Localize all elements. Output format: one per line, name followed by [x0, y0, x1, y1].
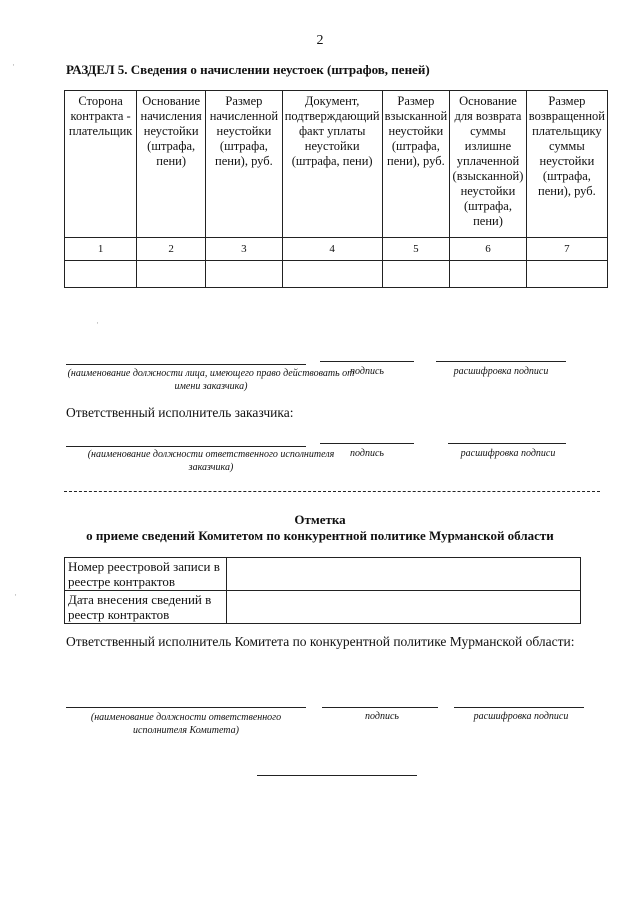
column-number: 7 — [526, 238, 607, 261]
position-line — [66, 446, 306, 447]
closing-line — [257, 775, 417, 776]
section-title: РАЗДЕЛ 5. Сведения о начислении неустоек (штрафов, пеней) — [66, 62, 430, 77]
column-number: 4 — [282, 238, 382, 261]
column-number: 2 — [137, 238, 206, 261]
registry-label: Дата внесения сведений в реестр контрактов — [65, 591, 227, 624]
position-caption: (наименование должности ответственного исполнителя Комитета) — [90, 712, 282, 736]
column-number-row — [65, 238, 608, 261]
table-header-row — [65, 91, 608, 238]
registry-label: Номер реестровой записи в реестре контрактов — [65, 558, 227, 591]
decoding-caption: расшифровка подписи — [473, 711, 569, 722]
decoding-line — [448, 443, 566, 444]
margin-mark: · — [14, 590, 17, 600]
signature-caption: подпись — [365, 711, 399, 722]
header-cell: Размер возвращенной плательщику суммы неустойки (штрафа, пени), руб. — [526, 91, 607, 238]
table-cell[interactable] — [526, 261, 607, 288]
committee-executor-label: Ответственный исполнитель Комитета по конкурентной политике Мурманской области: — [66, 634, 575, 649]
header-cell: Размер взысканной неустойки (штрафа, пени), руб. — [382, 91, 450, 238]
header-cell: Размер начисленной неустойки (штрафа, пени), руб. — [206, 91, 283, 238]
column-number: 3 — [206, 238, 283, 261]
margin-mark: · — [96, 318, 99, 328]
decoding-line — [436, 361, 566, 362]
column-number: 1 — [65, 238, 137, 261]
position-line — [66, 364, 306, 365]
table-cell[interactable] — [206, 261, 283, 288]
header-cell: Основание для возврата суммы излишне уплаченной (взысканной) неустойки (штрафа, пени) — [450, 91, 527, 238]
registry-table — [64, 557, 581, 624]
cut-line — [64, 491, 600, 492]
position-line — [66, 707, 306, 708]
header-cell: Основание начисления неустойки (штрафа, пени) — [137, 91, 206, 238]
decoding-caption: расшифровка подписи — [460, 448, 556, 459]
table-cell[interactable] — [450, 261, 527, 288]
column-number: 6 — [450, 238, 527, 261]
signature-line — [320, 443, 414, 444]
penalties-table — [64, 90, 608, 288]
mark-subtitle: о приеме сведений Комитетом по конкурентной политике Мурманской области — [86, 528, 554, 543]
signature-caption: подпись — [350, 366, 384, 377]
header-cell: Сторона контракта - плательщик — [65, 91, 137, 238]
registry-value[interactable] — [226, 558, 580, 591]
column-number: 5 — [382, 238, 450, 261]
signature-line — [320, 361, 414, 362]
decoding-line — [454, 707, 584, 708]
page-number: 2 — [316, 33, 324, 48]
registry-value[interactable] — [226, 591, 580, 624]
table-cell[interactable] — [282, 261, 382, 288]
table-row — [65, 261, 608, 288]
decoding-caption: расшифровка подписи — [453, 366, 549, 377]
customer-executor-label: Ответственный исполнитель заказчика: — [66, 405, 294, 420]
mark-title: Отметка — [294, 512, 346, 527]
signature-line — [322, 707, 438, 708]
signature-caption: подпись — [350, 448, 384, 459]
table-cell[interactable] — [382, 261, 450, 288]
position-caption: (наименование должности лица, имеющего право действовать от имени заказчика) — [67, 368, 355, 392]
table-row — [65, 558, 581, 591]
position-caption: (наименование должности ответственного исполнителя заказчика) — [87, 449, 335, 473]
table-cell[interactable] — [137, 261, 206, 288]
table-row — [65, 591, 581, 624]
table-cell[interactable] — [65, 261, 137, 288]
header-cell: Документ, подтверждающий факт уплаты неустойки (штрафа, пени) — [282, 91, 382, 238]
margin-mark: · — [12, 60, 15, 70]
